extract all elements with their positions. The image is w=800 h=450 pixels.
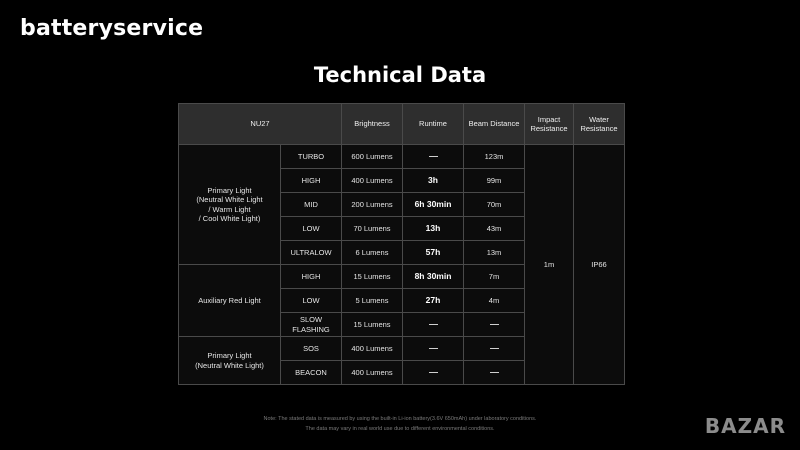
mode-cell: HIGH bbox=[281, 169, 342, 193]
mode-cell: SLOW FLASHING bbox=[281, 313, 342, 337]
dash-placeholder bbox=[429, 156, 438, 157]
brightness-cell: 70 Lumens bbox=[342, 217, 403, 241]
beam-distance-cell bbox=[464, 361, 525, 385]
header-impact-line: Resistance bbox=[530, 124, 568, 133]
beam-distance-cell: 43m bbox=[464, 217, 525, 241]
dash-placeholder bbox=[429, 348, 438, 349]
brightness-cell: 600 Lumens bbox=[342, 145, 403, 169]
mode-cell: BEACON bbox=[281, 361, 342, 385]
bazar-logo bbox=[705, 414, 786, 438]
dash-placeholder bbox=[429, 324, 438, 325]
header-water-line: Water bbox=[589, 114, 609, 124]
runtime-cell: 6h 30min bbox=[403, 193, 464, 217]
mode-cell: ULTRALOW bbox=[281, 241, 342, 265]
brightness-cell: 200 Lumens bbox=[342, 193, 403, 217]
beam-distance-cell: 7m bbox=[464, 265, 525, 289]
table-header-row bbox=[179, 104, 625, 145]
runtime-cell: 13h bbox=[403, 217, 464, 241]
group-label-line: Auxiliary Red Light bbox=[198, 295, 261, 305]
brightness-cell: 400 Lumens bbox=[342, 169, 403, 193]
runtime-cell: 57h bbox=[403, 241, 464, 265]
beam-distance-cell bbox=[464, 337, 525, 361]
header-runtime: Runtime bbox=[403, 104, 464, 145]
beam-distance-cell: 4m bbox=[464, 289, 525, 313]
impact-resistance-value: 1m bbox=[525, 145, 574, 385]
brightness-cell: 5 Lumens bbox=[342, 289, 403, 313]
group-label-line: Primary Light bbox=[207, 351, 252, 361]
dash-placeholder bbox=[490, 372, 499, 373]
runtime-cell bbox=[403, 145, 464, 169]
group-label-line: / Warm Light bbox=[208, 204, 251, 214]
header-water-line: Resistance bbox=[580, 124, 618, 133]
runtime-cell: 27h bbox=[403, 289, 464, 313]
page-title: Technical Data bbox=[313, 63, 487, 87]
runtime-cell bbox=[403, 313, 464, 337]
technical-data-table bbox=[178, 103, 625, 385]
table-body bbox=[179, 145, 625, 385]
beam-distance-cell bbox=[464, 313, 525, 337]
beam-distance-cell: 99m bbox=[464, 169, 525, 193]
mode-cell: TURBO bbox=[281, 145, 342, 169]
mode-cell: MID bbox=[281, 193, 342, 217]
beam-distance-cell: 13m bbox=[464, 241, 525, 265]
beam-distance-cell: 123m bbox=[464, 145, 525, 169]
header-impact-line: Impact bbox=[537, 114, 561, 124]
footnote-line: The data may vary in real world use due to different environmental conditions. bbox=[305, 426, 495, 432]
group-label bbox=[179, 145, 281, 265]
brightness-cell: 6 Lumens bbox=[342, 241, 403, 265]
table-row bbox=[179, 145, 625, 169]
runtime-cell bbox=[403, 361, 464, 385]
group-label-line: Primary Light bbox=[207, 185, 252, 195]
mode-cell: SOS bbox=[281, 337, 342, 361]
water-resistance-value: IP66 bbox=[574, 145, 625, 385]
header-beam-distance: Beam Distance bbox=[464, 104, 525, 145]
dash-placeholder bbox=[490, 324, 499, 325]
group-label bbox=[179, 337, 281, 385]
brightness-cell: 400 Lumens bbox=[342, 337, 403, 361]
group-label-line: (Neutral White Light bbox=[196, 195, 263, 205]
runtime-cell bbox=[403, 337, 464, 361]
mode-cell: LOW bbox=[281, 217, 342, 241]
group-label bbox=[179, 265, 281, 337]
header-impact-resistance bbox=[525, 104, 574, 145]
group-label-line: (Neutral White Light) bbox=[195, 360, 264, 370]
dash-placeholder bbox=[490, 348, 499, 349]
bazar-logo-text: BAZAR bbox=[704, 414, 786, 438]
mode-cell: LOW bbox=[281, 289, 342, 313]
runtime-cell: 8h 30min bbox=[403, 265, 464, 289]
group-label-line: / Cool White Light) bbox=[198, 213, 261, 223]
header-model: NU27 bbox=[179, 104, 342, 145]
runtime-cell: 3h bbox=[403, 169, 464, 193]
header-water-resistance bbox=[574, 104, 625, 145]
footnote-line: Note: The stated data is measured by using the built-in Li-ion battery(3.6V 650mAh) under laboratory conditions. bbox=[263, 416, 537, 422]
watermark-text: batteryservice bbox=[20, 16, 204, 41]
mode-cell: HIGH bbox=[281, 265, 342, 289]
beam-distance-cell: 70m bbox=[464, 193, 525, 217]
brightness-cell: 15 Lumens bbox=[342, 313, 403, 337]
footnote bbox=[0, 414, 800, 434]
dash-placeholder bbox=[429, 372, 438, 373]
brightness-cell: 400 Lumens bbox=[342, 361, 403, 385]
header-brightness: Brightness bbox=[342, 104, 403, 145]
brightness-cell: 15 Lumens bbox=[342, 265, 403, 289]
